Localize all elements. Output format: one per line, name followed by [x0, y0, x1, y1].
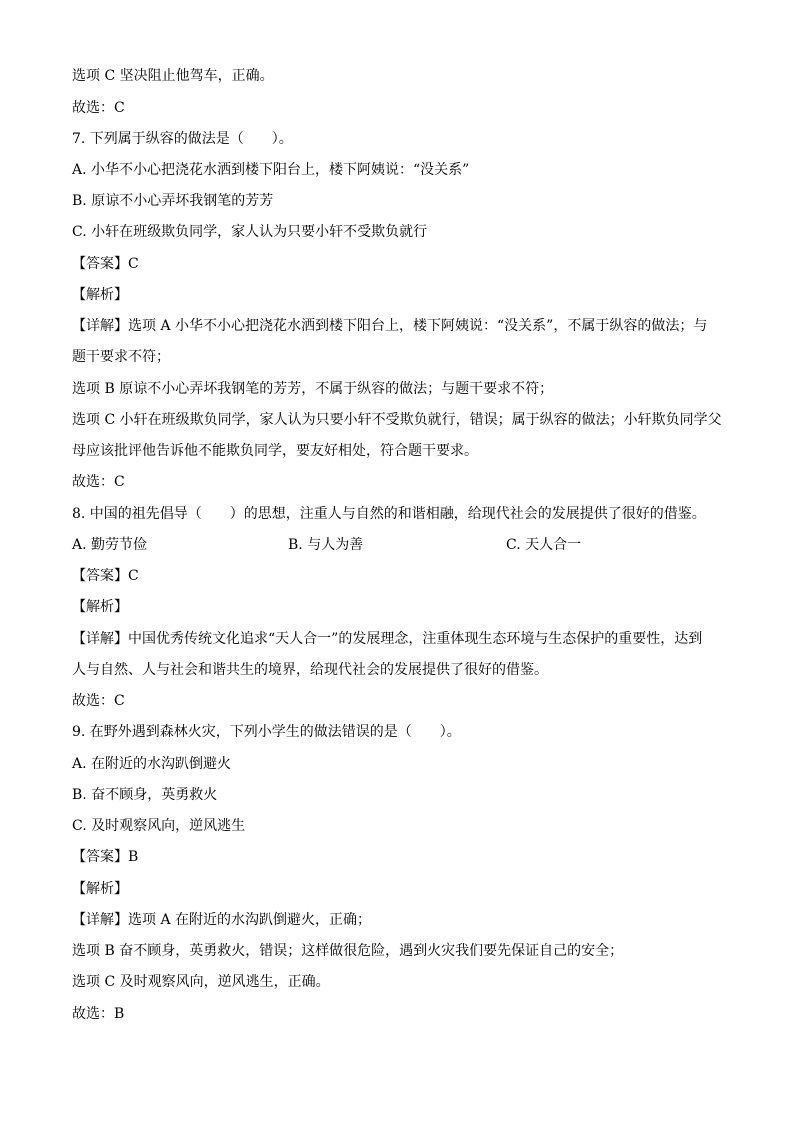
q7-stem: 7. 下列属于纵容的做法是（ ）。 — [72, 131, 293, 147]
q7-analysis-heading: 【解析】 — [72, 287, 128, 303]
q8-detail-line-2: 人与自然、人与社会和谐共生的境界，给现代社会的发展提供了很好的借鉴。 — [72, 662, 548, 678]
q8-detail-line-1: 【详解】中国优秀传统文化追求“天人合一”的发展理念，注重体现生态环境与生态保护的重要性，达到 — [72, 631, 703, 647]
q7-detail-line-3: 选项 B 原谅不小心弄坏我钢笔的芳芳，不属于纵容的做法；与题干要求不符； — [72, 381, 554, 397]
q8-answer: 【答案】C — [72, 568, 139, 584]
q7-detail-line-1: 【详解】选项 A 小华不小心把浇花水洒到楼下阳台上，楼下阿姨说：“没关系”，不属于纵容的做法；与 — [72, 318, 708, 334]
q9-option-a: A. 在附近的水沟趴倒避火 — [72, 756, 232, 772]
q7-answer: 【答案】C — [72, 256, 139, 272]
q8-choice: 故选：C — [72, 693, 125, 709]
prev-choice-text: 故选：C — [72, 100, 125, 116]
q8-option-a: A. 勤劳节俭 — [72, 537, 148, 553]
q7-option-b: B. 原谅不小心弄坏我钢笔的芳芳 — [72, 193, 274, 209]
q9-detail-line-1: 【详解】选项 A 在附近的水沟趴倒避火，正确； — [72, 912, 372, 928]
q9-stem: 9. 在野外遇到森林火灾，下列小学生的做法错误的是（ ）。 — [72, 724, 461, 740]
q7-detail-line-5: 母应该批评他告诉他不能欺负同学，要友好相处，符合题干要求。 — [72, 443, 478, 459]
q7-option-a: A. 小华不小心把浇花水洒到楼下阳台上，楼下阿姨说：“没关系” — [72, 162, 470, 178]
q8-option-b: B. 与人为善 — [288, 537, 364, 553]
q8-analysis-heading: 【解析】 — [72, 599, 128, 615]
q8-stem: 8. 中国的祖先倡导（ ）的思想，注重人与自然的和谐相融，给现代社会的发展提供了很好的借鉴。 — [72, 506, 706, 522]
q8-option-c: C. 天人合一 — [506, 537, 582, 553]
prev-option-c-text: 选项 C 坚决阻止他驾车，正确。 — [72, 68, 274, 84]
q9-option-c: C. 及时观察风向，逆风逃生 — [72, 818, 246, 834]
q9-answer: 【答案】B — [72, 849, 139, 865]
q7-detail-line-4: 选项 C 小轩在班级欺负同学，家人认为只要小轩不受欺负就行，错误；属于纵容的做法；小轩欺负同学父 — [72, 412, 722, 428]
q7-option-c: C. 小轩在班级欺负同学，家人认为只要小轩不受欺负就行 — [72, 224, 428, 240]
q9-detail-line-2: 选项 B 奋不顾身，英勇救火，错误；这样做很危险，遇到火灾我们要先保证自己的安全； — [72, 943, 624, 959]
q8-options-row — [72, 535, 732, 555]
q7-detail-line-2: 题干要求不符； — [72, 349, 170, 365]
q9-choice: 故选：B — [72, 1006, 125, 1022]
q9-option-b: B. 奋不顾身，英勇救火 — [72, 787, 218, 803]
q9-analysis-heading: 【解析】 — [72, 881, 128, 897]
q9-detail-line-3: 选项 C 及时观察风向，逆风逃生，正确。 — [72, 974, 330, 990]
q7-choice: 故选：C — [72, 474, 125, 490]
